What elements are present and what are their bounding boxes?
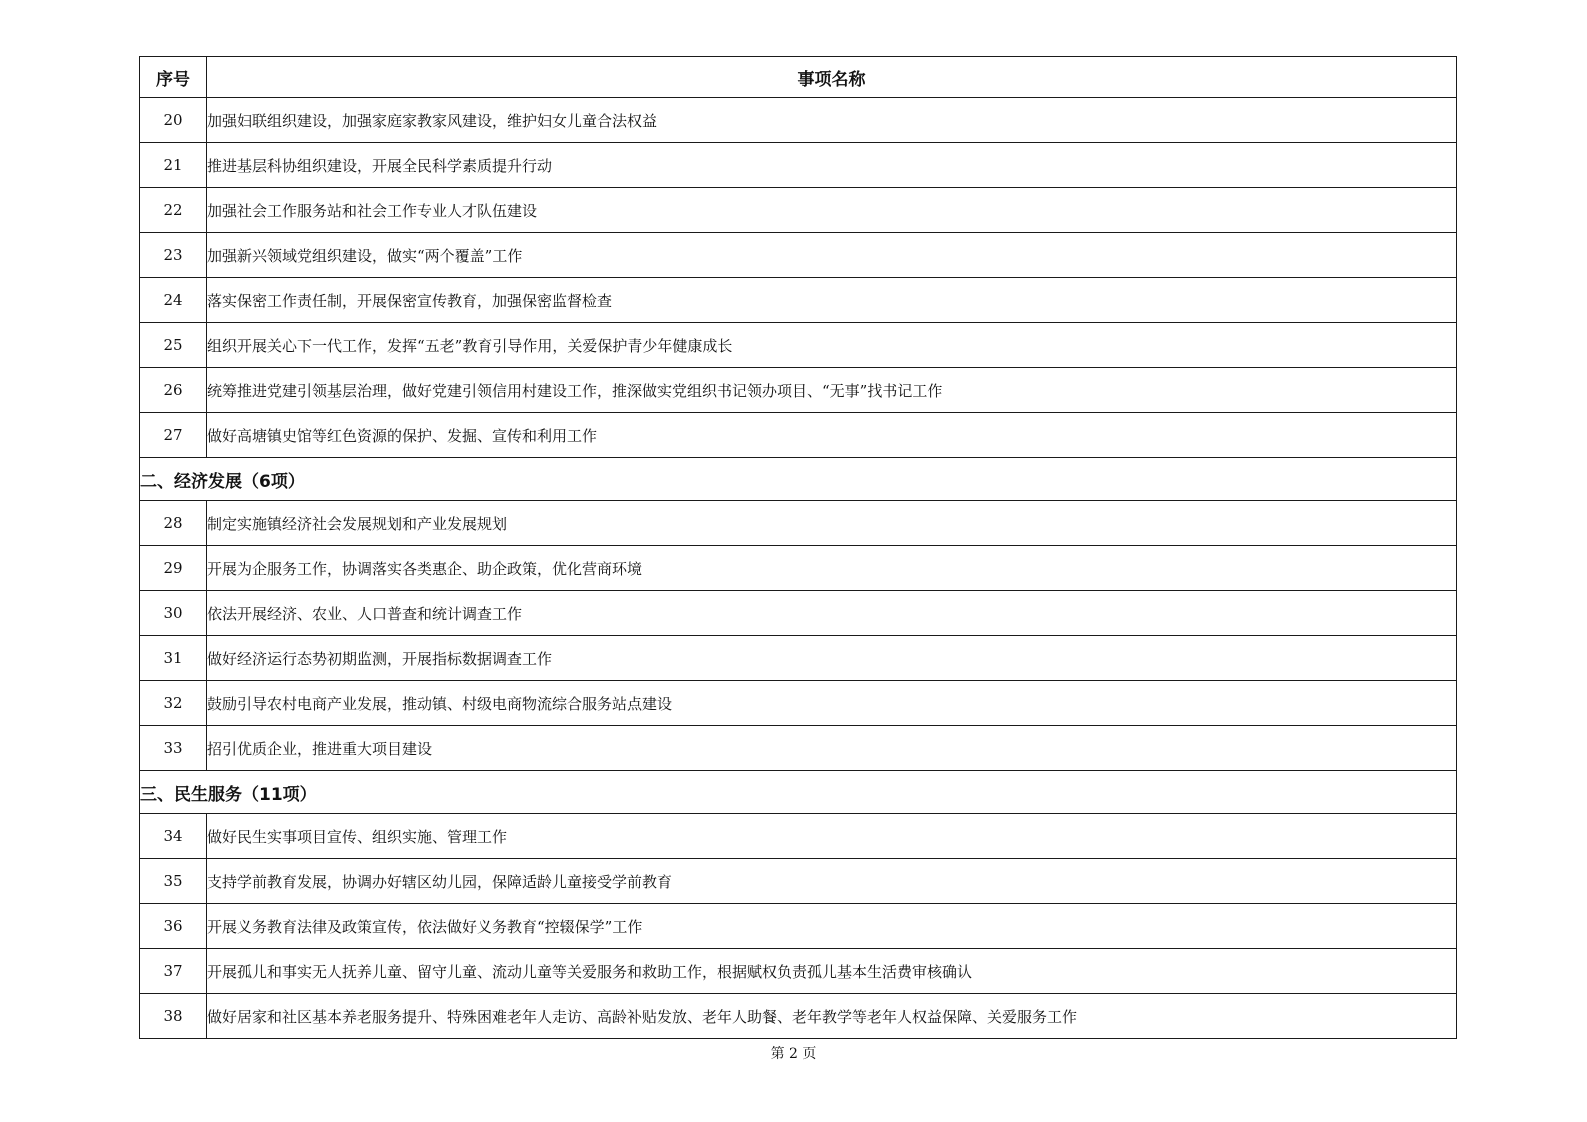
row-number: 38 bbox=[140, 994, 207, 1039]
row-item-name: 加强妇联组织建设，加强家庭家教家风建设，维护妇女儿童合法权益 bbox=[207, 98, 1457, 143]
table-row bbox=[140, 501, 1457, 546]
row-item-name: 支持学前教育发展，协调办好辖区幼儿园，保障适龄儿童接受学前教育 bbox=[207, 859, 1457, 904]
header-num: 序号 bbox=[140, 57, 207, 98]
table-row bbox=[140, 949, 1457, 994]
table-row bbox=[140, 994, 1457, 1039]
table-row bbox=[140, 323, 1457, 368]
row-number: 33 bbox=[140, 726, 207, 771]
table-body bbox=[140, 98, 1457, 1039]
row-number: 21 bbox=[140, 143, 207, 188]
table-row bbox=[140, 636, 1457, 681]
table-row bbox=[140, 233, 1457, 278]
header-name: 事项名称 bbox=[207, 57, 1457, 98]
row-item-name: 做好民生实事项目宣传、组织实施、管理工作 bbox=[207, 814, 1457, 859]
section-row bbox=[140, 458, 1457, 501]
row-number: 28 bbox=[140, 501, 207, 546]
row-item-name: 统筹推进党建引领基层治理，做好党建引领信用村建设工作，推深做实党组织书记领办项目、“无事”找书记工作 bbox=[207, 368, 1457, 413]
row-number: 20 bbox=[140, 98, 207, 143]
table-row bbox=[140, 681, 1457, 726]
table-row bbox=[140, 188, 1457, 233]
row-number: 37 bbox=[140, 949, 207, 994]
row-item-name: 加强社会工作服务站和社会工作专业人才队伍建设 bbox=[207, 188, 1457, 233]
row-number: 32 bbox=[140, 681, 207, 726]
table-row bbox=[140, 143, 1457, 188]
row-item-name: 落实保密工作责任制，开展保密宣传教育，加强保密监督检查 bbox=[207, 278, 1457, 323]
table-row bbox=[140, 413, 1457, 458]
row-number: 24 bbox=[140, 278, 207, 323]
table-row bbox=[140, 904, 1457, 949]
table-row bbox=[140, 591, 1457, 636]
row-number: 29 bbox=[140, 546, 207, 591]
row-item-name: 做好高塘镇史馆等红色资源的保护、发掘、宣传和利用工作 bbox=[207, 413, 1457, 458]
row-item-name: 加强新兴领域党组织建设，做实“两个覆盖”工作 bbox=[207, 233, 1457, 278]
row-number: 27 bbox=[140, 413, 207, 458]
row-item-name: 鼓励引导农村电商产业发展，推动镇、村级电商物流综合服务站点建设 bbox=[207, 681, 1457, 726]
row-number: 22 bbox=[140, 188, 207, 233]
table-row bbox=[140, 859, 1457, 904]
row-item-name: 开展为企服务工作，协调落实各类惠企、助企政策，优化营商环境 bbox=[207, 546, 1457, 591]
row-number: 23 bbox=[140, 233, 207, 278]
row-item-name: 开展孤儿和事实无人抚养儿童、留守儿童、流动儿童等关爱服务和救助工作，根据赋权负责孤儿基本生活费审核确认 bbox=[207, 949, 1457, 994]
row-number: 30 bbox=[140, 591, 207, 636]
section-row bbox=[140, 771, 1457, 814]
row-number: 35 bbox=[140, 859, 207, 904]
table-row bbox=[140, 814, 1457, 859]
row-item-name: 做好居家和社区基本养老服务提升、特殊困难老年人走访、高龄补贴发放、老年人助餐、老年教学等老年人权益保障、关爱服务工作 bbox=[207, 994, 1457, 1039]
table-header-row bbox=[140, 57, 1457, 98]
table-row bbox=[140, 546, 1457, 591]
table-row bbox=[140, 368, 1457, 413]
row-number: 31 bbox=[140, 636, 207, 681]
section-title: 二、经济发展（6项） bbox=[140, 458, 1457, 501]
row-item-name: 做好经济运行态势初期监测，开展指标数据调查工作 bbox=[207, 636, 1457, 681]
row-item-name: 推进基层科协组织建设，开展全民科学素质提升行动 bbox=[207, 143, 1457, 188]
row-number: 26 bbox=[140, 368, 207, 413]
section-title: 三、民生服务（11项） bbox=[140, 771, 1457, 814]
row-item-name: 招引优质企业，推进重大项目建设 bbox=[207, 726, 1457, 771]
row-number: 25 bbox=[140, 323, 207, 368]
row-number: 34 bbox=[140, 814, 207, 859]
table-row bbox=[140, 726, 1457, 771]
page-number: 第 2 页 bbox=[770, 1046, 817, 1062]
row-item-name: 制定实施镇经济社会发展规划和产业发展规划 bbox=[207, 501, 1457, 546]
table-row bbox=[140, 278, 1457, 323]
row-item-name: 依法开展经济、农业、人口普查和统计调查工作 bbox=[207, 591, 1457, 636]
row-number: 36 bbox=[140, 904, 207, 949]
row-item-name: 开展义务教育法律及政策宣传，依法做好义务教育“控辍保学”工作 bbox=[207, 904, 1457, 949]
items-table bbox=[139, 56, 1457, 1039]
table-row bbox=[140, 98, 1457, 143]
row-item-name: 组织开展关心下一代工作，发挥“五老”教育引导作用，关爱保护青少年健康成长 bbox=[207, 323, 1457, 368]
